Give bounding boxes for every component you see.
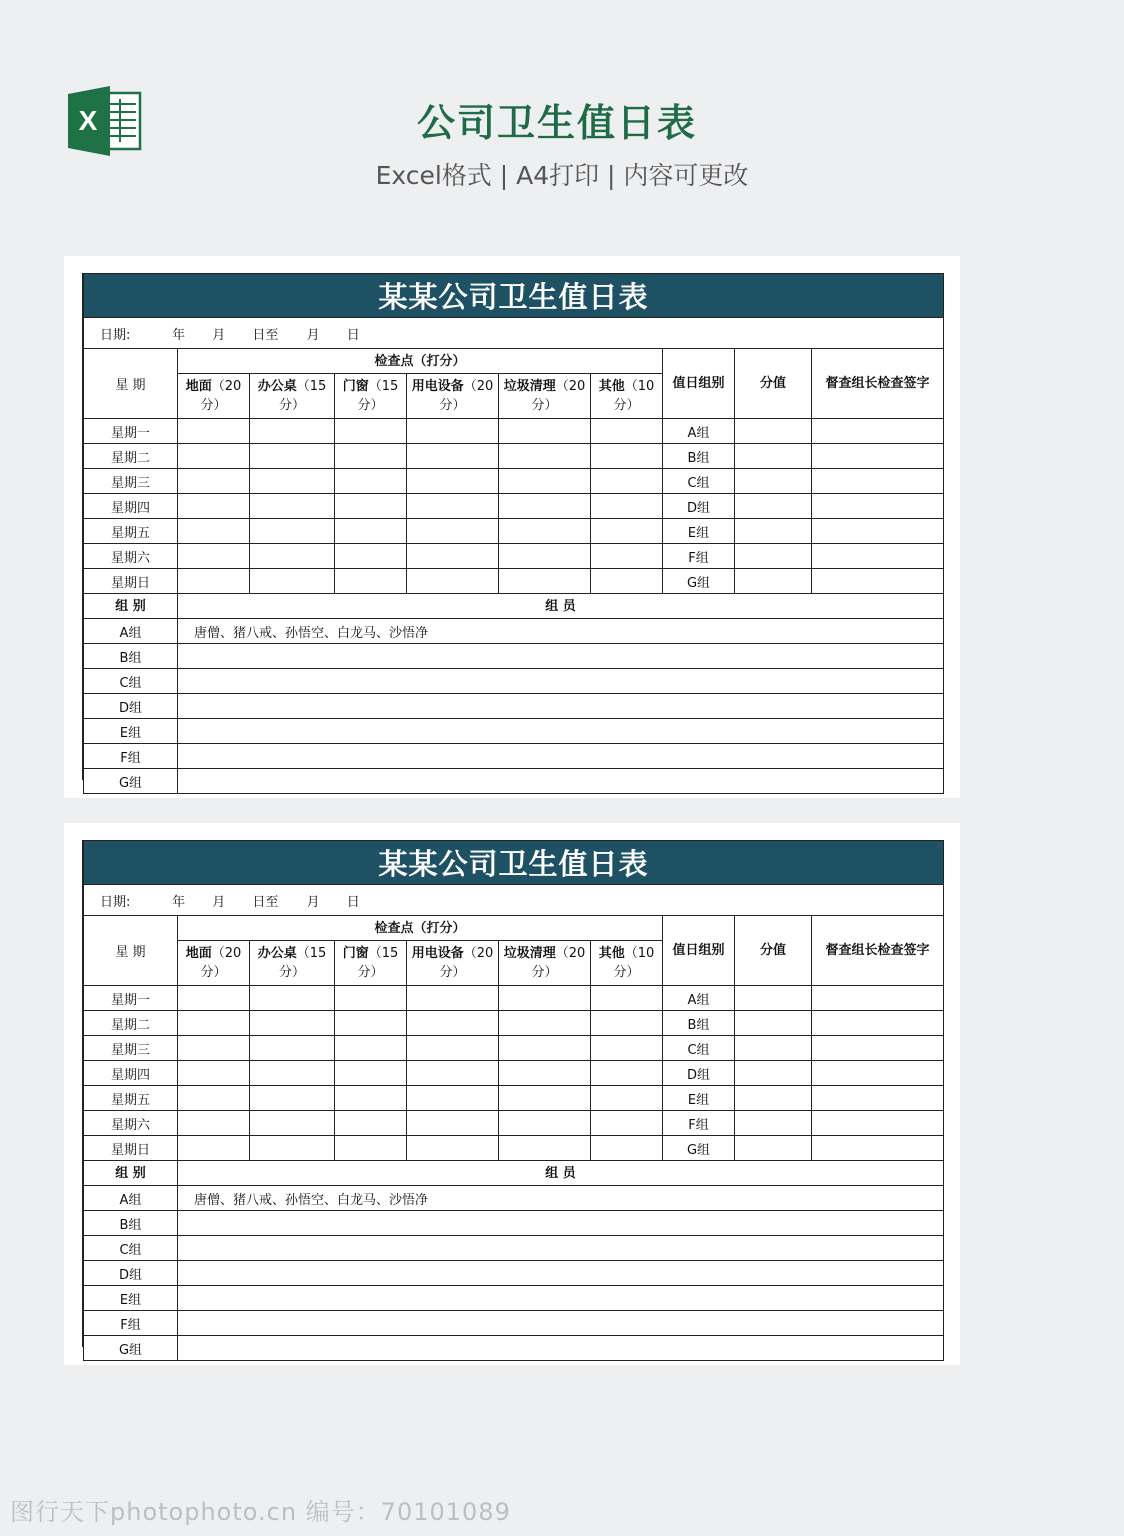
score-input-cell[interactable] xyxy=(335,419,407,444)
score-input-cell[interactable] xyxy=(335,1086,407,1111)
signature-cell[interactable] xyxy=(812,519,944,544)
table-row xyxy=(84,1261,944,1286)
signature-cell[interactable] xyxy=(812,419,944,444)
table-row xyxy=(84,986,944,1011)
col-sign: 督查组长检查签字 xyxy=(812,349,944,419)
check-item xyxy=(591,941,663,986)
members-cell[interactable] xyxy=(178,769,944,794)
table-row xyxy=(84,769,944,794)
page-title: 公司卫生值日表 xyxy=(416,101,697,145)
check-item-score: （10分） xyxy=(613,379,655,413)
group-name-cell: C组 xyxy=(84,1236,178,1261)
col-weekday: 星 期 xyxy=(84,916,178,986)
sheet-title: 某某公司卫生值日表 xyxy=(84,841,944,885)
date-month: 月 xyxy=(212,894,226,910)
date-day-to: 日至 xyxy=(252,327,279,343)
score-input-cell[interactable] xyxy=(178,1111,250,1136)
col-group: 值日组别 xyxy=(663,916,735,986)
table-row xyxy=(84,1286,944,1311)
score-input-cell[interactable] xyxy=(407,544,499,569)
duty-group-cell: B组 xyxy=(663,444,735,469)
score-input-cell[interactable] xyxy=(335,494,407,519)
signature-cell[interactable] xyxy=(812,1061,944,1086)
signature-cell[interactable] xyxy=(812,1111,944,1136)
score-input-cell[interactable] xyxy=(250,986,335,1011)
col-group: 值日组别 xyxy=(663,349,735,419)
weekday-cell: 星期二 xyxy=(84,1011,178,1036)
table-row xyxy=(84,544,944,569)
members-cell[interactable] xyxy=(178,669,944,694)
signature-cell[interactable] xyxy=(812,1011,944,1036)
members-cell[interactable]: 唐僧、猪八戒、孙悟空、白龙马、沙悟净 xyxy=(178,619,944,644)
score-input-cell[interactable] xyxy=(499,1061,591,1086)
check-item-name: 垃圾清理 xyxy=(503,946,556,961)
table-row xyxy=(84,1086,944,1111)
table-row xyxy=(84,1211,944,1236)
score-input-cell[interactable] xyxy=(178,1011,250,1036)
score-input-cell[interactable] xyxy=(499,444,591,469)
total-score-cell[interactable] xyxy=(735,469,812,494)
score-input-cell[interactable] xyxy=(591,1011,663,1036)
signature-cell[interactable] xyxy=(812,1136,944,1161)
sheet-preview-1 xyxy=(64,256,960,798)
signature-cell[interactable] xyxy=(812,469,944,494)
duty-group-cell: E组 xyxy=(663,519,735,544)
score-input-cell[interactable] xyxy=(591,1036,663,1061)
score-input-cell[interactable] xyxy=(178,469,250,494)
col-sign: 督查组长检查签字 xyxy=(812,916,944,986)
check-item-score: （15分） xyxy=(357,946,399,980)
score-input-cell[interactable] xyxy=(591,494,663,519)
check-item-score: （10分） xyxy=(613,946,655,980)
members-cell[interactable] xyxy=(178,1336,944,1361)
score-input-cell[interactable] xyxy=(178,569,250,594)
score-input-cell[interactable] xyxy=(335,986,407,1011)
check-item-score: （20分） xyxy=(531,946,586,980)
total-score-cell[interactable] xyxy=(735,1011,812,1036)
score-input-cell[interactable] xyxy=(407,1086,499,1111)
group-name-cell: D组 xyxy=(84,1261,178,1286)
score-input-cell[interactable] xyxy=(250,1111,335,1136)
score-input-cell[interactable] xyxy=(499,494,591,519)
date-row xyxy=(84,318,944,349)
score-input-cell[interactable] xyxy=(178,494,250,519)
col-score: 分值 xyxy=(735,916,812,986)
sheet-preview-2 xyxy=(64,823,960,1365)
score-input-cell[interactable] xyxy=(178,544,250,569)
table-row xyxy=(84,719,944,744)
score-input-cell[interactable] xyxy=(499,569,591,594)
score-input-cell[interactable] xyxy=(591,444,663,469)
duty-group-cell: E组 xyxy=(663,1086,735,1111)
total-score-cell[interactable] xyxy=(735,494,812,519)
score-input-cell[interactable] xyxy=(250,1036,335,1061)
signature-cell[interactable] xyxy=(812,444,944,469)
score-input-cell[interactable] xyxy=(178,519,250,544)
members-cell[interactable] xyxy=(178,1286,944,1311)
table-row xyxy=(84,1136,944,1161)
score-input-cell[interactable] xyxy=(591,1061,663,1086)
total-score-cell[interactable] xyxy=(735,1136,812,1161)
check-item-name: 其他 xyxy=(598,379,625,394)
duty-group-cell: D组 xyxy=(663,494,735,519)
score-input-cell[interactable] xyxy=(591,569,663,594)
score-input-cell[interactable] xyxy=(591,419,663,444)
group-name-cell: G组 xyxy=(84,1336,178,1361)
score-input-cell[interactable] xyxy=(178,1086,250,1111)
date-year: 年 xyxy=(172,327,186,343)
table-row xyxy=(84,1011,944,1036)
score-input-cell[interactable] xyxy=(250,1086,335,1111)
check-item-score: （20分） xyxy=(439,946,494,980)
members-cell[interactable] xyxy=(178,719,944,744)
check-item xyxy=(250,374,335,419)
duty-group-cell: D组 xyxy=(663,1061,735,1086)
members-cell[interactable] xyxy=(178,1261,944,1286)
score-input-cell[interactable] xyxy=(250,494,335,519)
members-cell[interactable] xyxy=(178,1211,944,1236)
score-input-cell[interactable] xyxy=(499,1111,591,1136)
score-input-cell[interactable] xyxy=(591,1111,663,1136)
score-input-cell[interactable] xyxy=(178,1061,250,1086)
check-item xyxy=(178,374,250,419)
table-row xyxy=(84,1061,944,1086)
score-input-cell[interactable] xyxy=(335,469,407,494)
check-item-name: 其他 xyxy=(598,946,625,961)
members-cell[interactable] xyxy=(178,1311,944,1336)
check-item-name: 办公桌 xyxy=(257,379,297,394)
excel-icon-letter: X xyxy=(78,105,98,136)
check-item-score: （20分） xyxy=(200,379,242,413)
score-input-cell[interactable] xyxy=(335,1036,407,1061)
group-name-cell: E组 xyxy=(84,719,178,744)
check-item-name: 门窗 xyxy=(342,379,369,394)
score-input-cell[interactable] xyxy=(591,544,663,569)
signature-cell[interactable] xyxy=(812,544,944,569)
score-input-cell[interactable] xyxy=(499,544,591,569)
col-score: 分值 xyxy=(735,349,812,419)
check-item xyxy=(178,941,250,986)
date-day-end: 日 xyxy=(346,894,360,910)
group-name-cell: B组 xyxy=(84,644,178,669)
total-score-cell[interactable] xyxy=(735,544,812,569)
check-item xyxy=(591,374,663,419)
total-score-cell[interactable] xyxy=(735,569,812,594)
table-row xyxy=(84,1111,944,1136)
table-row xyxy=(84,744,944,769)
score-input-cell[interactable] xyxy=(250,1011,335,1036)
duty-group-cell: C组 xyxy=(663,469,735,494)
score-input-cell[interactable] xyxy=(335,444,407,469)
members-cell[interactable] xyxy=(178,644,944,669)
total-score-cell[interactable] xyxy=(735,1111,812,1136)
score-input-cell[interactable] xyxy=(499,1136,591,1161)
group-header: 组 别 xyxy=(84,594,178,619)
score-input-cell[interactable] xyxy=(335,544,407,569)
score-input-cell[interactable] xyxy=(407,1111,499,1136)
score-input-cell[interactable] xyxy=(335,1136,407,1161)
score-input-cell[interactable] xyxy=(407,419,499,444)
table-row xyxy=(84,444,944,469)
group-name-cell: E组 xyxy=(84,1286,178,1311)
check-item xyxy=(499,941,591,986)
check-item-name: 用电设备 xyxy=(411,379,464,394)
total-score-cell[interactable] xyxy=(735,419,812,444)
weekday-cell: 星期三 xyxy=(84,1036,178,1061)
duty-table xyxy=(83,273,944,794)
check-item xyxy=(407,374,499,419)
group-name-cell: G组 xyxy=(84,769,178,794)
score-input-cell[interactable] xyxy=(499,469,591,494)
score-input-cell[interactable] xyxy=(250,469,335,494)
table-row xyxy=(84,1236,944,1261)
date-year: 年 xyxy=(172,894,186,910)
group-name-cell: A组 xyxy=(84,1186,178,1211)
sheet-table-wrap xyxy=(82,840,944,1358)
date-month: 月 xyxy=(212,327,226,343)
table-row xyxy=(84,1036,944,1061)
score-input-cell[interactable] xyxy=(407,569,499,594)
score-input-cell[interactable] xyxy=(591,1086,663,1111)
check-item-name: 办公桌 xyxy=(257,946,297,961)
total-score-cell[interactable] xyxy=(735,519,812,544)
score-input-cell[interactable] xyxy=(178,444,250,469)
score-input-cell[interactable] xyxy=(335,1111,407,1136)
check-item xyxy=(335,374,407,419)
sheet-title: 某某公司卫生值日表 xyxy=(84,274,944,318)
score-input-cell[interactable] xyxy=(178,419,250,444)
score-input-cell[interactable] xyxy=(407,1136,499,1161)
duty-group-cell: G组 xyxy=(663,569,735,594)
score-input-cell[interactable] xyxy=(250,544,335,569)
score-input-cell[interactable] xyxy=(499,519,591,544)
weekday-cell: 星期一 xyxy=(84,986,178,1011)
check-item-name: 地面 xyxy=(185,946,212,961)
score-input-cell[interactable] xyxy=(407,986,499,1011)
check-item-score: （20分） xyxy=(531,379,586,413)
date-row xyxy=(84,885,944,916)
score-input-cell[interactable] xyxy=(407,1061,499,1086)
score-input-cell[interactable] xyxy=(499,1086,591,1111)
members-cell[interactable] xyxy=(178,744,944,769)
table-row xyxy=(84,519,944,544)
members-cell[interactable] xyxy=(178,1236,944,1261)
group-name-cell: F组 xyxy=(84,744,178,769)
check-item xyxy=(250,941,335,986)
check-item-score: （20分） xyxy=(200,946,242,980)
score-input-cell[interactable] xyxy=(407,444,499,469)
check-item xyxy=(499,374,591,419)
total-score-cell[interactable] xyxy=(735,444,812,469)
check-header: 检查点（打分） xyxy=(178,349,663,374)
total-score-cell[interactable] xyxy=(735,1086,812,1111)
table-row xyxy=(84,644,944,669)
total-score-cell[interactable] xyxy=(735,986,812,1011)
check-item-name: 垃圾清理 xyxy=(503,379,556,394)
signature-cell[interactable] xyxy=(812,1086,944,1111)
score-input-cell[interactable] xyxy=(499,986,591,1011)
signature-cell[interactable] xyxy=(812,569,944,594)
member-header: 组 员 xyxy=(178,1161,944,1186)
total-score-cell[interactable] xyxy=(735,1061,812,1086)
check-item xyxy=(407,941,499,986)
weekday-cell: 星期日 xyxy=(84,569,178,594)
members-cell[interactable]: 唐僧、猪八戒、孙悟空、白龙马、沙悟净 xyxy=(178,1186,944,1211)
date-month-end: 月 xyxy=(306,327,320,343)
weekday-cell: 星期三 xyxy=(84,469,178,494)
score-input-cell[interactable] xyxy=(499,419,591,444)
duty-group-cell: G组 xyxy=(663,1136,735,1161)
signature-cell[interactable] xyxy=(812,986,944,1011)
table-row xyxy=(84,619,944,644)
score-input-cell[interactable] xyxy=(591,519,663,544)
table-row xyxy=(84,469,944,494)
score-input-cell[interactable] xyxy=(499,1011,591,1036)
score-input-cell[interactable] xyxy=(250,1061,335,1086)
duty-group-cell: F组 xyxy=(663,544,735,569)
check-item-score: （15分） xyxy=(357,379,399,413)
duty-group-cell: C组 xyxy=(663,1036,735,1061)
score-input-cell[interactable] xyxy=(335,569,407,594)
weekday-cell: 星期一 xyxy=(84,419,178,444)
table-row xyxy=(84,669,944,694)
check-item-score: （20分） xyxy=(439,379,494,413)
score-input-cell[interactable] xyxy=(335,1061,407,1086)
date-day-to: 日至 xyxy=(252,894,279,910)
score-input-cell[interactable] xyxy=(407,1036,499,1061)
score-input-cell[interactable] xyxy=(591,469,663,494)
score-input-cell[interactable] xyxy=(178,1136,250,1161)
duty-group-cell: B组 xyxy=(663,1011,735,1036)
group-name-cell: C组 xyxy=(84,669,178,694)
members-cell[interactable] xyxy=(178,694,944,719)
total-score-cell[interactable] xyxy=(735,1036,812,1061)
weekday-cell: 星期五 xyxy=(84,1086,178,1111)
weekday-cell: 星期六 xyxy=(84,544,178,569)
score-input-cell[interactable] xyxy=(178,1036,250,1061)
score-input-cell[interactable] xyxy=(250,1136,335,1161)
table-row xyxy=(84,569,944,594)
date-month-end: 月 xyxy=(306,894,320,910)
page-subtitle: Excel格式 | A4打印 | 内容可更改 xyxy=(375,161,749,190)
score-input-cell[interactable] xyxy=(407,1011,499,1036)
check-header: 检查点（打分） xyxy=(178,916,663,941)
check-item-score: （15分） xyxy=(278,946,327,980)
table-row xyxy=(84,694,944,719)
weekday-cell: 星期四 xyxy=(84,494,178,519)
score-input-cell[interactable] xyxy=(335,519,407,544)
score-input-cell[interactable] xyxy=(407,519,499,544)
date-day-end: 日 xyxy=(346,327,360,343)
duty-group-cell: F组 xyxy=(663,1111,735,1136)
duty-group-cell: A组 xyxy=(663,986,735,1011)
signature-cell[interactable] xyxy=(812,1036,944,1061)
member-header: 组 员 xyxy=(178,594,944,619)
date-label: 日期: xyxy=(100,327,131,343)
group-name-cell: B组 xyxy=(84,1211,178,1236)
weekday-cell: 星期二 xyxy=(84,444,178,469)
weekday-cell: 星期六 xyxy=(84,1111,178,1136)
score-input-cell[interactable] xyxy=(250,419,335,444)
check-item-name: 门窗 xyxy=(342,946,369,961)
table-row xyxy=(84,1311,944,1336)
col-weekday: 星 期 xyxy=(84,349,178,419)
score-input-cell[interactable] xyxy=(499,1036,591,1061)
score-input-cell[interactable] xyxy=(250,519,335,544)
weekday-cell: 星期四 xyxy=(84,1061,178,1086)
table-row xyxy=(84,494,944,519)
duty-table xyxy=(83,840,944,1361)
duty-group-cell: A组 xyxy=(663,419,735,444)
score-input-cell[interactable] xyxy=(591,1136,663,1161)
table-row xyxy=(84,419,944,444)
sheet-table-wrap xyxy=(82,273,944,791)
check-item-name: 用电设备 xyxy=(411,946,464,961)
score-input-cell[interactable] xyxy=(407,494,499,519)
group-name-cell: A组 xyxy=(84,619,178,644)
score-input-cell[interactable] xyxy=(591,986,663,1011)
score-input-cell[interactable] xyxy=(250,569,335,594)
score-input-cell[interactable] xyxy=(178,986,250,1011)
score-input-cell[interactable] xyxy=(250,444,335,469)
signature-cell[interactable] xyxy=(812,494,944,519)
group-name-cell: D组 xyxy=(84,694,178,719)
check-item-score: （15分） xyxy=(278,379,327,413)
group-name-cell: F组 xyxy=(84,1311,178,1336)
table-row xyxy=(84,1186,944,1211)
watermark: 图行天下photophoto.cn 编号：70101089 xyxy=(10,1498,511,1526)
date-label: 日期: xyxy=(100,894,131,910)
weekday-cell: 星期五 xyxy=(84,519,178,544)
score-input-cell[interactable] xyxy=(335,1011,407,1036)
table-row xyxy=(84,1336,944,1361)
score-input-cell[interactable] xyxy=(407,469,499,494)
group-header: 组 别 xyxy=(84,1161,178,1186)
check-item xyxy=(335,941,407,986)
weekday-cell: 星期日 xyxy=(84,1136,178,1161)
check-item-name: 地面 xyxy=(185,379,212,394)
